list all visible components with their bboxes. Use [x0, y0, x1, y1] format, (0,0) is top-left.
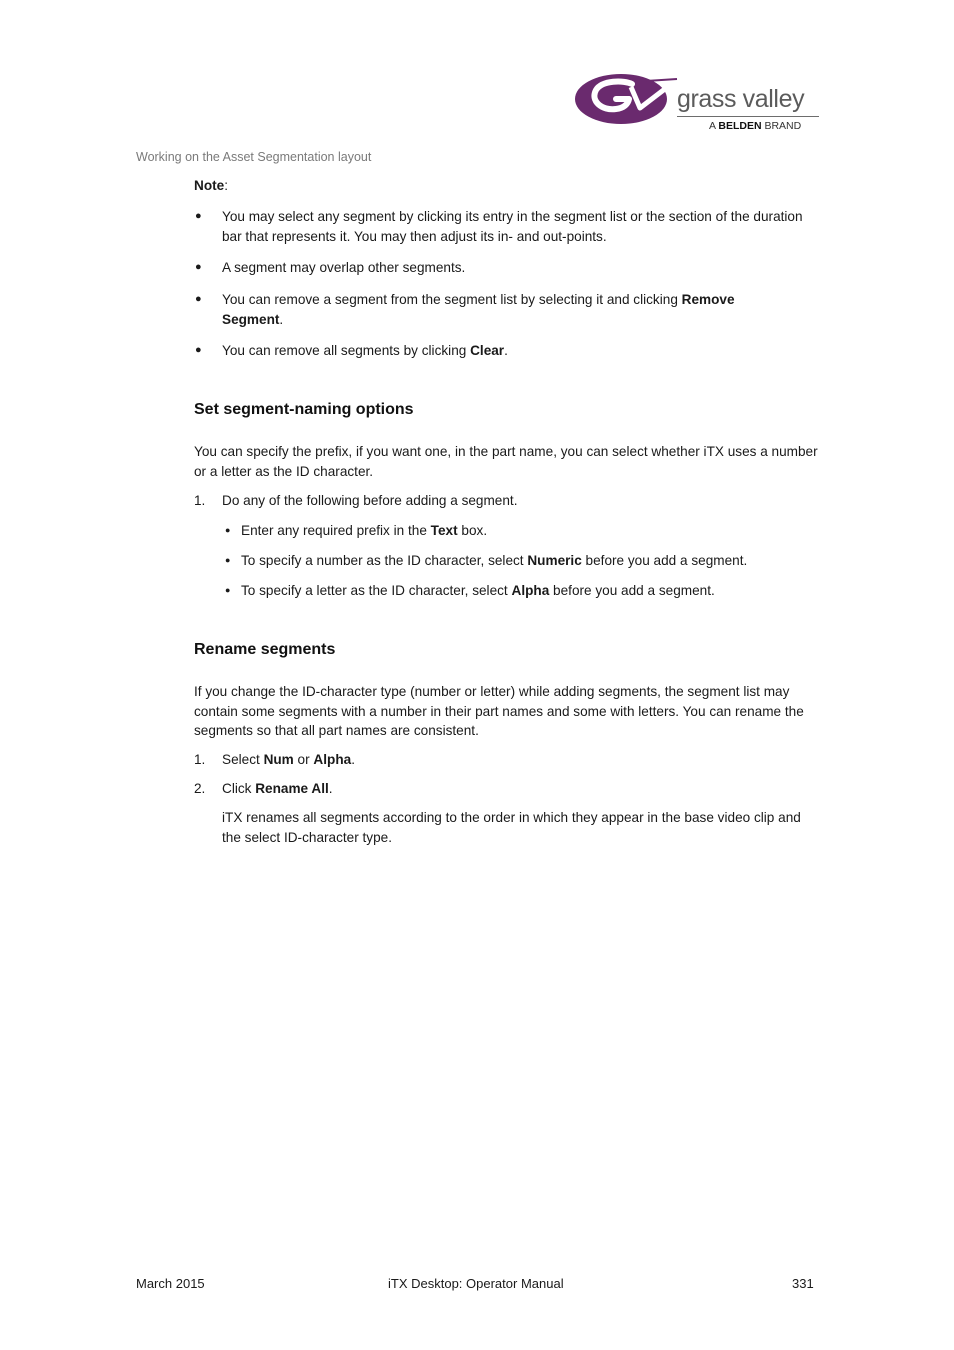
subbullet-2: To specify a number as the ID character, select Numeric before you add a segment. — [241, 553, 748, 568]
section2-result: iTX renames all segments according to the order in which they appear in the base video clip and the select ID-character type. — [222, 810, 801, 845]
bullet-icon: ● — [225, 555, 231, 565]
step-number: 1. — [194, 493, 206, 508]
bullet-icon: ● — [195, 210, 202, 222]
step-number: 2. — [194, 781, 206, 796]
section-heading-naming-options: Set segment-naming options — [194, 401, 414, 418]
bullet-icon: ● — [195, 261, 202, 273]
bullet-icon: ● — [225, 525, 231, 535]
section1-intro: You can specify the prefix, if you want one, in the part name, you can select whether iTX uses a number or a letter as the ID character. — [194, 444, 818, 479]
footer-date: March 2015 — [136, 1276, 205, 1291]
note-bullet-3: You can remove a segment from the segment list by selecting it and clicking Remove Segment. — [222, 292, 735, 327]
bullet-icon: ● — [195, 344, 202, 356]
gv-emblem-icon — [574, 70, 678, 128]
bullet-icon: ● — [225, 585, 231, 595]
section-heading-rename-segments: Rename segments — [194, 641, 336, 658]
footer-page-number: 331 — [792, 1276, 814, 1291]
note-label: Note: — [194, 178, 228, 193]
logo-divider — [677, 116, 819, 117]
note-bullet-1: You may select any segment by clicking its entry in the segment list or the section of the duration bar that represents it. You may then adjust its in- and out-points. — [222, 209, 803, 244]
footer-title: iTX Desktop: Operator Manual — [388, 1276, 564, 1291]
section1-step-1: Do any of the following before adding a segment. — [222, 493, 518, 508]
logo-wordmark: grass valley — [677, 85, 805, 113]
section2-step-2: Click Rename All. — [222, 781, 333, 796]
step-number: 1. — [194, 752, 206, 767]
subbullet-1: Enter any required prefix in the Text box. — [241, 523, 488, 538]
section2-intro: If you change the ID-character type (number or letter) while adding segments, the segment list may contain some segments with a number in their part names and some with letters. You can rename the segments so that all part names are consistent. — [194, 684, 804, 739]
section2-step-1: Select Num or Alpha. — [222, 752, 355, 767]
note-bullet-2: A segment may overlap other segments. — [222, 260, 466, 275]
bullet-icon: ● — [195, 293, 202, 305]
subbullet-3: To specify a letter as the ID character, select Alpha before you add a segment. — [241, 583, 715, 598]
logo-tagline: A BELDEN BRAND — [709, 120, 802, 132]
grass-valley-logo — [574, 70, 824, 136]
note-bullet-4: You can remove all segments by clicking Clear. — [222, 343, 508, 358]
running-head: Working on the Asset Segmentation layout — [136, 150, 372, 164]
